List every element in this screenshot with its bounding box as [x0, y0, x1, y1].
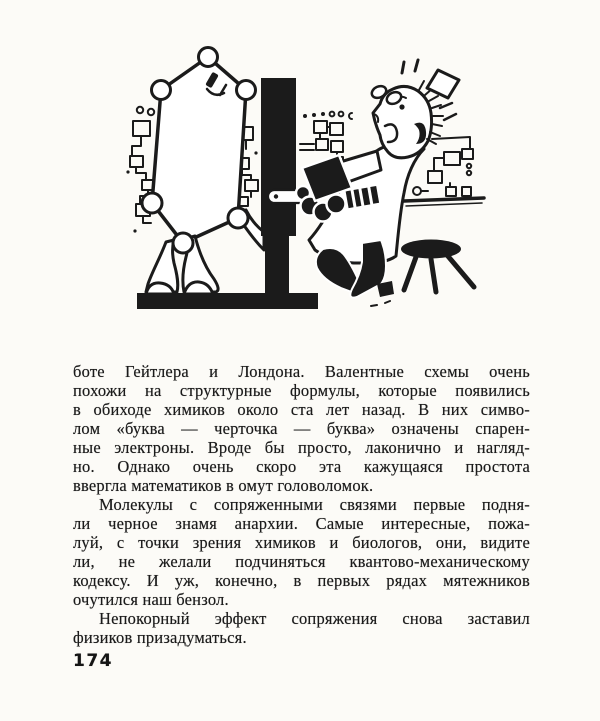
text-line: но. Однако очень скоро эта кажущаяся простота	[73, 457, 530, 476]
text-line: Молекулы с сопряженными связями первые подня-	[99, 495, 530, 514]
text-line: боте Гейтлера и Лондона. Валентные схемы очень	[73, 362, 530, 381]
boxing-glove-on-stick-icon	[296, 155, 352, 222]
book-illustration	[0, 0, 600, 345]
flying-diamond-icon	[427, 70, 459, 98]
text-line: похожи на структурные формулы, которые появились	[73, 381, 530, 400]
text-line: Непокорный эффект сопряжения снова заставил	[99, 609, 530, 628]
text-line: лом «буква — черточка — буква» означены спарен-	[73, 419, 530, 438]
text-line: ли, не желали подчиняться квантово-механическому	[73, 552, 530, 571]
text-line: кодексу. И уж, конечно, в первых рядах мятежников	[73, 571, 530, 590]
text-line: ввергла математиков в омут головоломок.	[73, 476, 374, 495]
text-line: ные электроны. Вроде бы просто, лаконично и нагляд-	[73, 438, 530, 457]
cartoon-scene	[0, 0, 600, 345]
text-line: ли черное знамя анархии. Самые интересные, пожа-	[73, 514, 530, 533]
page-number: 174	[73, 651, 113, 671]
text-line: в обиходе химиков около ста лет назад. В них симво-	[73, 400, 530, 419]
text-line: физиков призадуматься.	[73, 628, 247, 647]
benzene-molecule-character-icon	[142, 48, 264, 295]
text-line: очутился наш бензол.	[73, 590, 229, 609]
body-text	[73, 362, 530, 647]
blackboard-panel-icon	[261, 78, 296, 295]
text-line: луй, с точки зрения химиков и биологов, они, видите	[73, 533, 530, 552]
lab-stool-icon	[401, 240, 474, 293]
